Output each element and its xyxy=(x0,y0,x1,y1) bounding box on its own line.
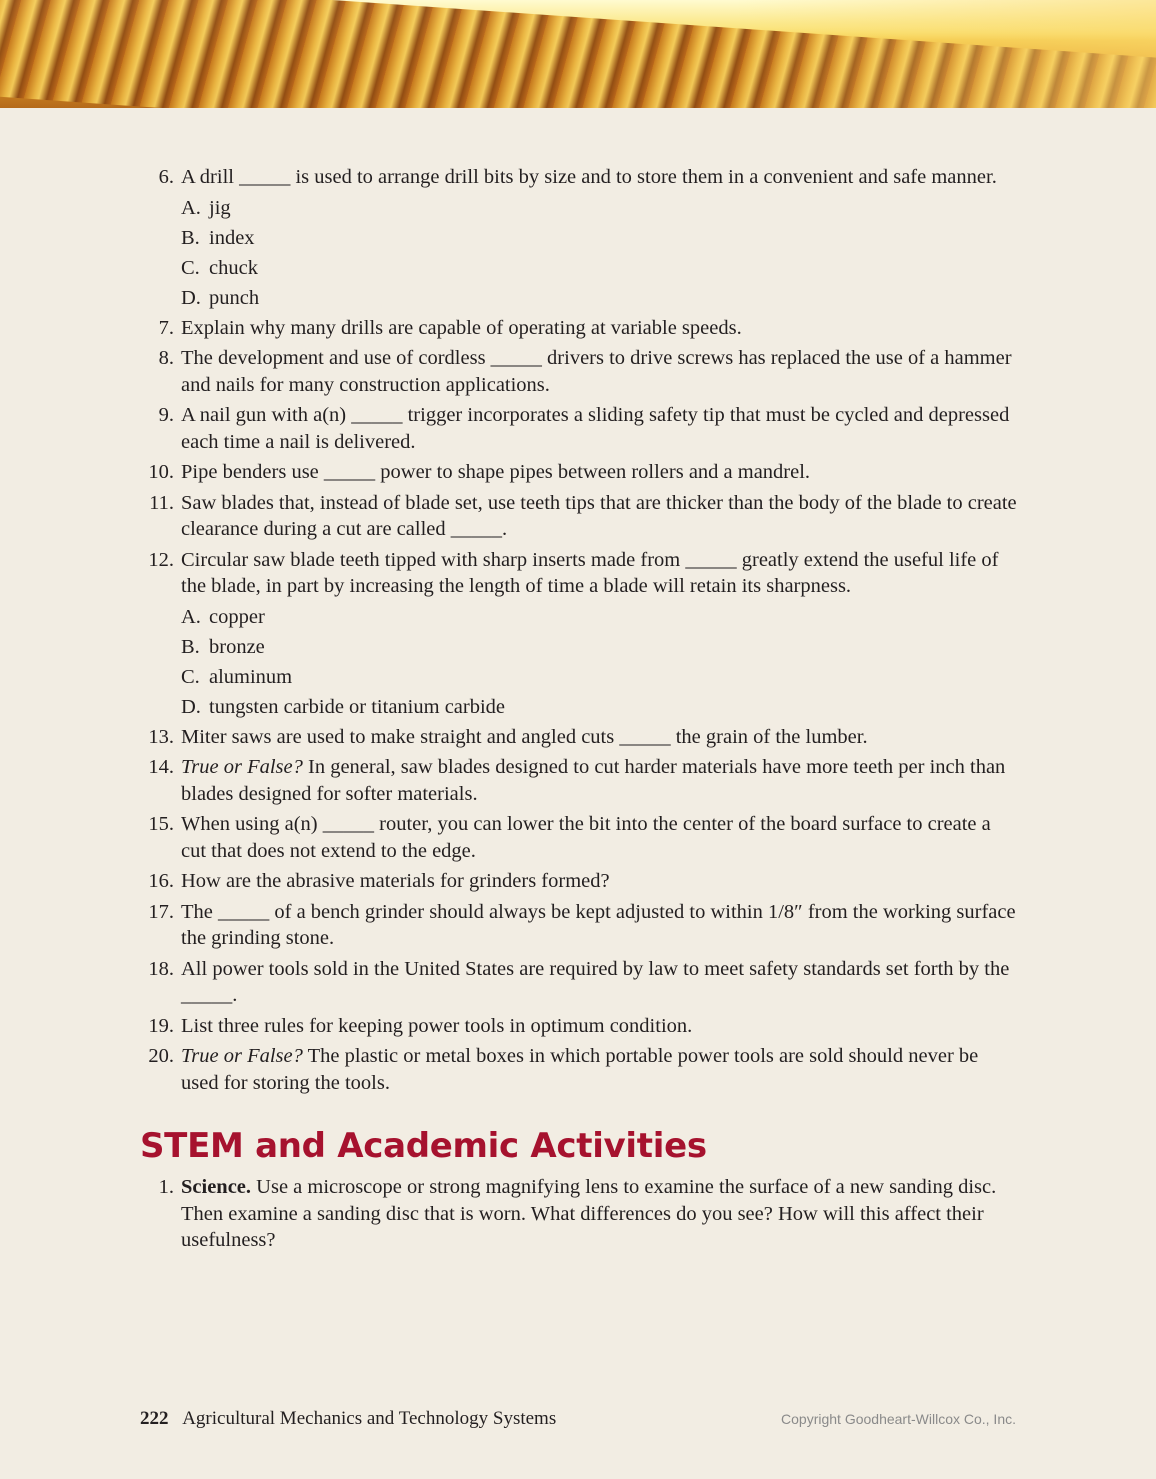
question-number: 13. xyxy=(148,725,174,748)
question-text: When using a(n) _____ router, you can lower the bit into the center of the board surface to create a cut that does not extend to the edge. xyxy=(181,813,991,862)
option-text: copper xyxy=(209,605,265,628)
question-text: The development and use of cordless _____ drivers to drive screws has replaced the use of a hammer and nails for many construction applications. xyxy=(181,347,1012,396)
option-letter: B. xyxy=(181,226,200,249)
question-text: The plastic or metal boxes in which portable power tools are sold should never be used for storing the tools. xyxy=(181,1045,979,1094)
true-false-prefix: True or False? xyxy=(181,756,303,778)
question-6 xyxy=(140,164,1020,191)
question-11 xyxy=(140,490,1020,543)
question-number: 16. xyxy=(148,870,174,892)
question-9 xyxy=(140,402,1020,455)
question-8 xyxy=(140,345,1020,398)
question-text: Circular saw blade teeth tipped with sharp inserts made from _____ greatly extend the useful life of the blade, in part by increasing the length of time a blade will retain its sharpness. xyxy=(181,548,999,597)
option-letter: D. xyxy=(181,695,201,718)
question-18 xyxy=(140,956,1020,1009)
answer-option xyxy=(140,255,1020,282)
question-text: The _____ of a bench grinder should always be kept adjusted to within 1/8″ from the working surface the grinding stone. xyxy=(181,900,1016,949)
answer-option xyxy=(140,604,1020,631)
question-text: A drill _____ is used to arrange drill bits by size and to store them in a convenient and safe manner. xyxy=(181,166,997,188)
option-letter: D. xyxy=(181,286,201,309)
question-number: 7. xyxy=(158,316,174,339)
page-number: 222 xyxy=(140,1408,169,1429)
option-letter: C. xyxy=(181,665,200,688)
question-number: 15. xyxy=(148,813,174,835)
option-letter: C. xyxy=(181,256,200,279)
option-letter: A. xyxy=(181,605,201,628)
banner-haze xyxy=(736,0,1156,108)
question-number: 14. xyxy=(148,756,174,778)
question-text: All power tools sold in the United States are required by law to meet safety standards set forth by the _____. xyxy=(181,957,1010,1006)
answer-option xyxy=(140,225,1020,252)
review-questions xyxy=(140,164,1020,1258)
question-20 xyxy=(140,1043,1020,1096)
question-14 xyxy=(140,754,1020,807)
answer-option xyxy=(140,285,1020,312)
question-7 xyxy=(140,315,1020,342)
question-text: Explain why many drills are capable of operating at variable speeds. xyxy=(181,316,742,339)
question-text: List three rules for keeping power tools in optimum condition. xyxy=(181,1014,693,1037)
copyright-notice: Copyright Goodheart-Willcox Co., Inc. xyxy=(781,1411,1016,1427)
answer-option xyxy=(140,634,1020,661)
question-number: 8. xyxy=(158,347,174,369)
option-text: tungsten carbide or titanium carbide xyxy=(209,695,506,718)
activity-1 xyxy=(140,1174,1020,1254)
activity-number: 1. xyxy=(158,1176,174,1198)
question-number: 11. xyxy=(149,491,174,514)
answer-option xyxy=(140,694,1020,721)
question-13 xyxy=(140,724,1020,751)
question-number: 19. xyxy=(148,1014,174,1037)
question-text: Saw blades that, instead of blade set, use teeth tips that are thicker than the body of the blade to create clearance during a cut are called _____. xyxy=(181,491,1017,540)
true-false-prefix: True or False? xyxy=(181,1045,303,1067)
question-text: Miter saws are used to make straight and angled cuts _____ the grain of the lumber. xyxy=(181,725,868,748)
option-text: aluminum xyxy=(209,665,293,688)
option-text: index xyxy=(209,226,255,249)
page-footer xyxy=(140,1408,1016,1430)
question-number: 9. xyxy=(158,404,174,426)
question-10 xyxy=(140,459,1020,486)
option-text: chuck xyxy=(209,256,258,279)
question-text: How are the abrasive materials for grinders formed? xyxy=(181,870,610,892)
question-16 xyxy=(140,868,1020,895)
question-number: 6. xyxy=(158,166,174,188)
book-title: Agricultural Mechanics and Technology Systems xyxy=(182,1408,557,1429)
activity-text: Use a microscope or strong magnifying lens to examine the surface of a new sanding disc. Then examine a sanding disc that is worn. What differences do you see? How will this affect their usefulness? xyxy=(181,1176,997,1251)
option-text: punch xyxy=(209,286,260,309)
question-number: 12. xyxy=(148,548,174,571)
question-15 xyxy=(140,811,1020,864)
question-number: 20. xyxy=(148,1045,174,1067)
option-letter: A. xyxy=(181,196,201,219)
option-text: jig xyxy=(209,196,231,219)
question-number: 17. xyxy=(148,900,174,923)
section-heading: STEM and Academic Activities xyxy=(140,1126,707,1166)
question-12 xyxy=(140,547,1020,600)
activity-label: Science. xyxy=(181,1176,252,1198)
question-text: In general, saw blades designed to cut harder materials have more teeth per inch than blades designed for softer materials. xyxy=(181,756,1006,805)
question-text: A nail gun with a(n) _____ trigger incorporates a sliding safety tip that must be cycled and depressed each time a nail is delivered. xyxy=(181,404,1010,453)
answer-option xyxy=(140,195,1020,222)
header-banner-image xyxy=(0,0,1156,108)
option-text: bronze xyxy=(209,635,265,658)
answer-option xyxy=(140,664,1020,691)
question-text: Pipe benders use _____ power to shape pipes between rollers and a mandrel. xyxy=(181,461,811,483)
question-number: 10. xyxy=(148,461,174,483)
question-17 xyxy=(140,899,1020,952)
question-number: 18. xyxy=(148,957,174,980)
question-19 xyxy=(140,1013,1020,1040)
option-letter: B. xyxy=(181,635,200,658)
